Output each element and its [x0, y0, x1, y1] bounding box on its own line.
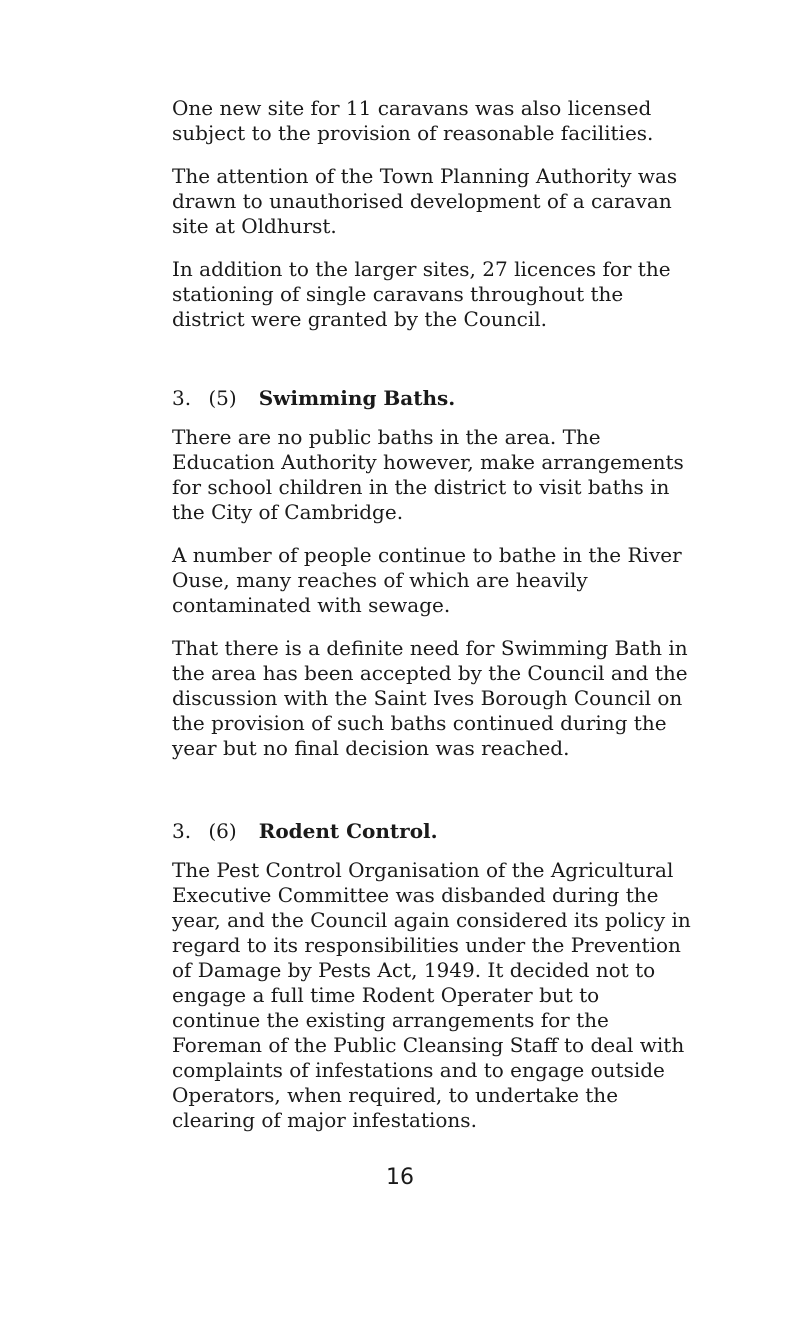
section-number: 3. [172, 819, 192, 843]
section-spacer [172, 779, 692, 819]
paragraph-caravan-site: One new site for 11 caravans was also licensed subject to the provision of reasonable facilities. [172, 96, 654, 145]
paragraph-swimming-need: That there is a definite need for Swimming Bath in the area has been accepted by the Council and the discussion with the Saint Ives Borough Council on the provision of such baths continued during the year but no final decision was reached. [172, 636, 688, 760]
section-title: Rodent Control. [258, 819, 438, 843]
section-title: Swimming Baths. [258, 386, 456, 410]
paragraph-pest-control: The Pest Control Organisation of the Agricultural Executive Committee was disbanded during the year, and the Council again considered its policy in regard to its responsibilities under the Prevention of Damage by Pests Act, 1949. It decided not to engage a full time Rodent Operater but to continue the existing arrangements for the Foreman of the Public Cleansing Staff to deal with complaints of infestations and to engage outside Operators, when required, to undertake the clearing of major infestations. [172, 858, 691, 1132]
section-subnumber: (5) [208, 386, 237, 410]
page-number: 16 [386, 1165, 414, 1190]
section-heading-rodent-control [172, 819, 692, 844]
paragraph-public-baths: There are no public baths in the area. The Education Authority however, make arrangements for school children in the district to visit baths in the City of Cambridge. [172, 425, 684, 524]
section-subnumber: (6) [208, 819, 237, 843]
paragraph-river-ouse: A number of people continue to bathe in the River Ouse, many reaches of which are heavily contaminated with sewage. [172, 543, 682, 617]
section-spacer [172, 350, 692, 386]
section-heading-swimming-baths [172, 386, 692, 411]
paragraph-town-planning: The attention of the Town Planning Authority was drawn to unauthorised development of a caravan site at Oldhurst. [172, 164, 678, 238]
document-page [172, 96, 692, 1151]
section-number: 3. [172, 386, 192, 410]
paragraph-single-caravans: In addition to the larger sites, 27 licences for the stationing of single caravans throughout the district were granted by the Council. [172, 257, 671, 331]
